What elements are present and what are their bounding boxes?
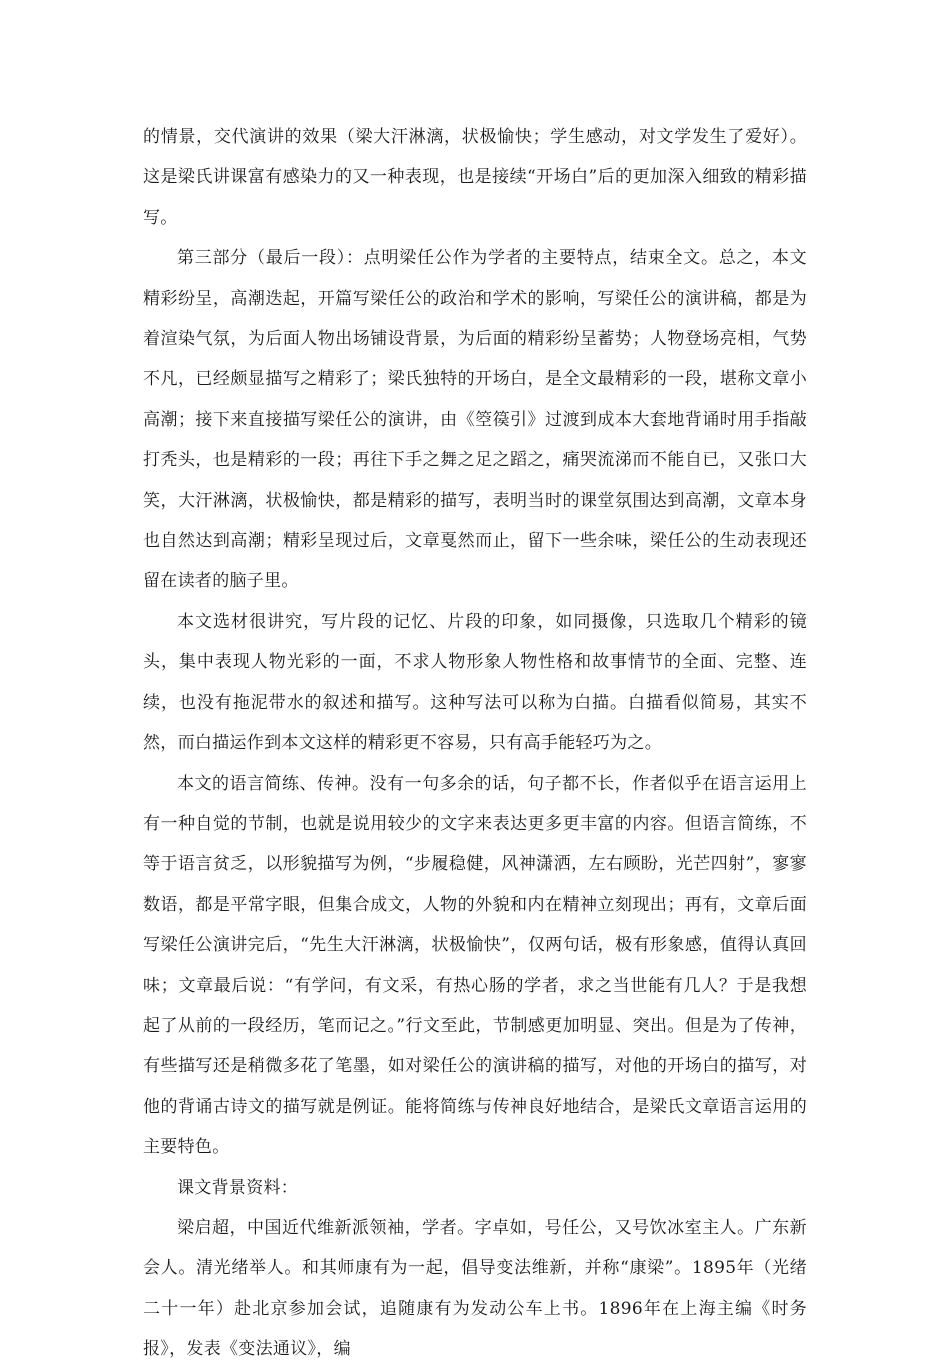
paragraph-part-three: 第三部分（最后一段）：点明梁任公作为学者的主要特点，结束全文。总之，本文精彩纷呈，高潮迭起，开篇写梁任公的政治和学术的影响，写梁任公的演讲稿，都是为着渲染气氛，为后面人物出场铺设背景，为后面的精彩纷呈蓄势；人物登场亮相，气势不凡，已经颇显描写之精彩了；梁氏独特的开场白，是全文最精彩的一段，堪称文章小高潮；接下来直接描写梁任公的演讲，由《箜篌引》过渡到成本大套地背诵时用手指敲打秃头，也是精彩的一段；再往下手之舞之足之蹈之，痛哭流涕而不能自已，又张口大笑，大汗淋漓，状极愉快，都是精彩的描写，表明当时的课堂氛围达到高潮，文章本身也自然达到高潮；精彩呈现过后，文章戛然而止，留下一些余味，梁任公的生动表现还留在读者的脑子里。 xyxy=(143,248,807,592)
paragraph-language-style: 本文的语言简练、传神。没有一句多余的话，句子都不长，作者似乎在语言运用上有一种自觉的节制，也就是说用较少的文字来表达更多更丰富的内容。但语言简练，不等于语言贫乏，以形貌描写为例，“步履稳健，风神潇洒，左右顾盼，光芒四射”，寥寥数语，都是平常字眼，但集合成文，人物的外貌和内在精神立刻现出；再有，文章后面写梁任公演讲完后，“先生大汗淋漓，状极愉快”，仅两句话，极有形象感，值得认真回味；文章最后说：“有学问，有文采，有热心肠的学者，求之当世能有几人？于是我想起了从前的一段经历，笔而记之。”行文至此，节制感更加明显、突出。但是为了传神，有些描写还是稍微多花了笔墨，如对梁任公的演讲稿的描写，对他的开场白的描写，对他的背诵古诗文的描写就是例证。能将简练与传神良好地结合，是梁氏文章语言运用的主要特色。 xyxy=(143,773,807,1158)
section-heading-background: 课文背景资料： xyxy=(177,1177,299,1198)
paragraph-material-selection: 本文选材很讲究，写片段的记忆、片段的印象，如同摄像，只选取几个精彩的镜头，集中表现人物光彩的一面，不求人物形象人物性格和故事情节的全面、完整、连续，也没有拖泥带水的叙述和描写。这种写法可以称为白描。白描看似简易，其实不然，而白描运作到本文这样的精彩更不容易，只有高手能轻巧为之。 xyxy=(143,611,807,754)
document-page xyxy=(143,117,807,1370)
paragraph-liang-qichao-bio: 梁启超，中国近代维新派领袖，学者。字卓如，号任公，又号饮冰室主人。广东新会人。清光绪举人。和其师康有为一起，倡导变法维新，并称“康梁”。1895年（光绪二十一年）赴北京参加会试，追随康有为发动公车上书。1896年在上海主编《时务报》，发表《变法通议》，编 xyxy=(143,1217,807,1360)
paragraph-lecture-effect: 的情景，交代演讲的效果（梁大汗淋漓，状极愉快；学生感动，对文学发生了爱好）。这是梁氏讲课富有感染力的又一种表现，也是接续“开场白”后的更加深入细致的精彩描写。 xyxy=(143,127,807,228)
